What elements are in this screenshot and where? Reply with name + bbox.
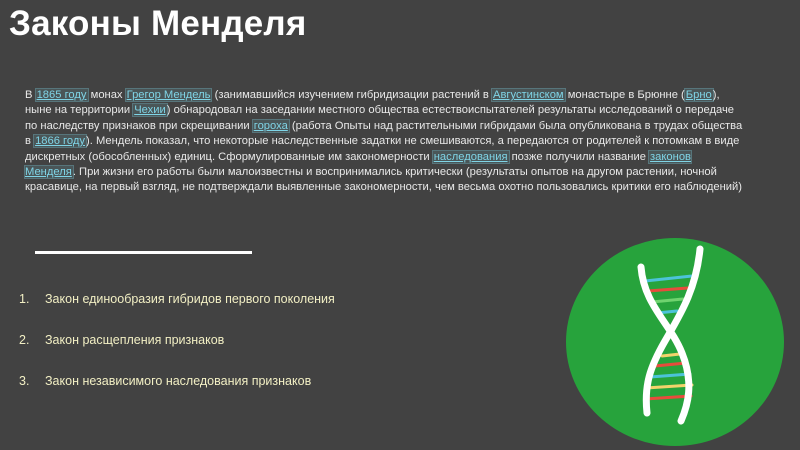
text-run: ), ныне на территории <box>25 89 720 117</box>
law-text: Закон расщепления признаков <box>45 333 225 347</box>
law-item-1 <box>19 292 335 333</box>
link-pea[interactable]: гороха <box>253 119 288 132</box>
law-number: 3. <box>19 374 30 388</box>
link-gregor-mendel[interactable]: Грегор Мендель <box>126 89 211 101</box>
text-run: ) обнародовал на заседании местного общества естествоиспытателей результаты исследований о передаче по наследству признаков при скрещивании <box>25 104 734 132</box>
law-number: 2. <box>19 333 30 347</box>
intro-paragraph <box>25 88 743 196</box>
link-mendel-laws[interactable]: законов Менделя <box>25 150 691 179</box>
law-item-3 <box>19 374 335 415</box>
text-run: . При жизни его работы были малоизвестны и воспринимались критически (результаты опытов на другом растении, ночной красавице, на первый взгляд, не подтверждали выявленные закономерности, чем весьма охотно пользовались критики его наблюдений) <box>25 166 743 194</box>
laws-list <box>19 292 335 415</box>
link-heredity[interactable]: наследования <box>433 150 508 163</box>
text-run: (занимавшийся изучением гибридизации растений в <box>211 89 492 101</box>
link-augustinian[interactable]: Августинском <box>492 89 564 101</box>
link-czechia[interactable]: Чехии <box>134 104 166 117</box>
link-1865-year[interactable]: 1865 году <box>36 89 87 101</box>
divider-line <box>35 251 252 254</box>
text-run: монах <box>87 89 126 101</box>
law-item-2 <box>19 333 335 374</box>
law-number: 1. <box>19 292 30 306</box>
link-brno[interactable]: Брно <box>685 89 712 101</box>
text-run: ). Мендель показал, что некоторые наследственные задатки не смешиваются, а передаются от родителей к потомкам в виде дискретных (обособленных) единиц. Сформулированные им закономерности <box>25 135 740 163</box>
text-run: В <box>25 89 36 101</box>
text-run: (работа Опыты над растительными гибридами была опубликована в трудах общества в <box>25 119 743 148</box>
text-run: позже получили название <box>508 150 650 163</box>
link-1866-year[interactable]: 1866 году <box>35 135 85 148</box>
text-run: монастыре в Брюнне ( <box>564 89 685 101</box>
law-text: Закон единообразия гибридов первого поколения <box>45 292 335 306</box>
slide-title: Законы Менделя <box>9 4 307 43</box>
law-text: Закон независимого наследования признаков <box>45 374 312 388</box>
dna-icon <box>562 235 788 449</box>
